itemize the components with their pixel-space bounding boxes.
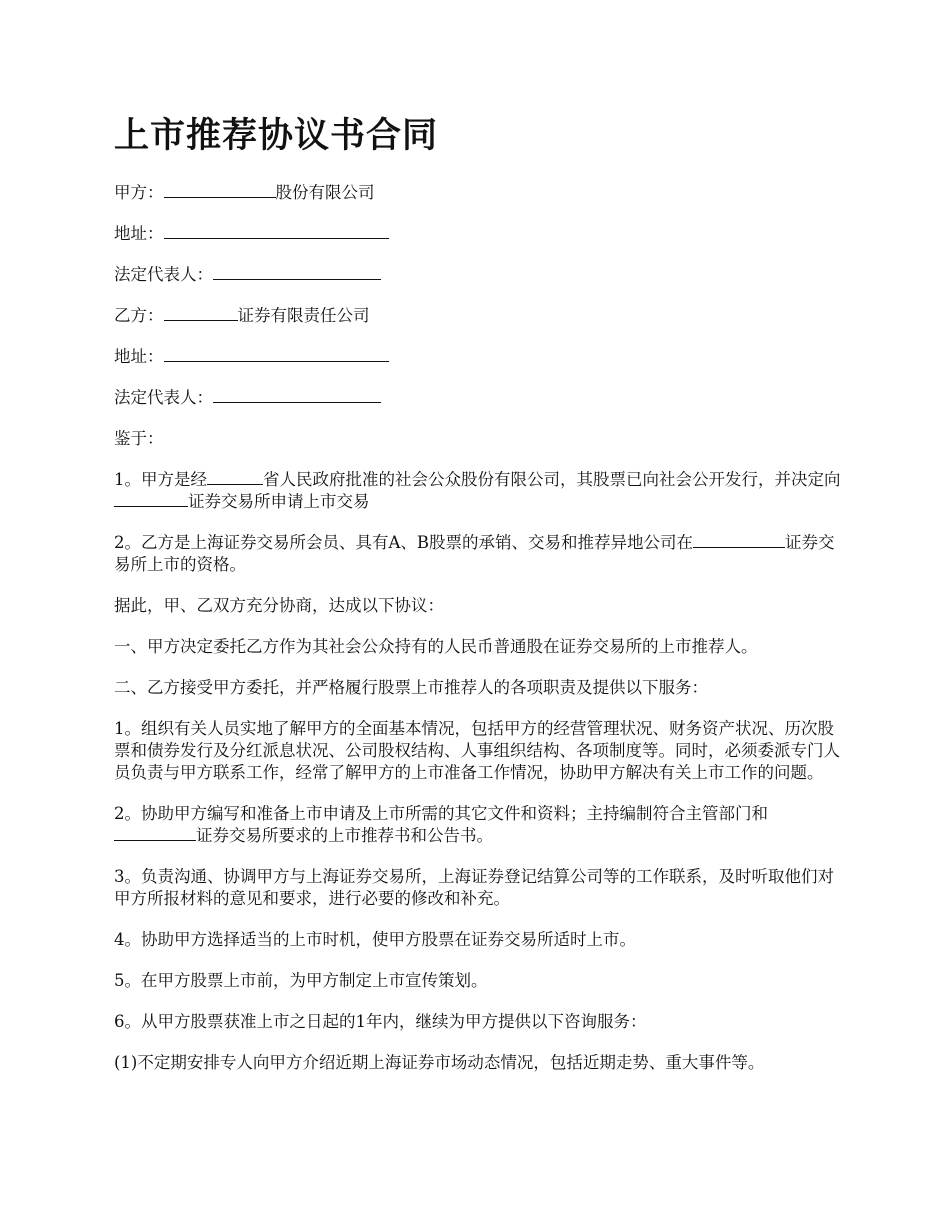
agreement-intro: 据此，甲、乙双方充分协商，达成以下协议： — [114, 596, 444, 615]
service-item-1: 1。组织有关人员实地了解甲方的全面基本情况，包括甲方的经营管理状况、财务资产状况、历次股票和债券发行及分红派息状况、公司股权结构、人事组织结构、各项制度等。同时，必须委派专门人员负责与甲方联系工作，经常了解甲方的上市准备工作情况，协助甲方解决有关上市工作的问题。 — [114, 719, 840, 782]
service-item-3: 3。负责沟通、协调甲方与上海证券交易所，上海证券登记结算公司等的工作联系，及时听取他们对甲方所报材料的意见和要求，进行必要的修改和补充。 — [114, 867, 834, 908]
party-b-rep-label: 法定代表人： — [114, 388, 213, 407]
consulting-sub-item-1: (1)不定期安排专人向甲方介绍近期上海证券市场动态情况，包括近期走势、重大事件等。 — [114, 1053, 765, 1072]
recital-1 — [114, 469, 844, 513]
party-b-address-blank — [164, 346, 389, 362]
party-b-rep-blank — [213, 387, 381, 403]
party-a-suffix: 股份有限公司 — [275, 183, 375, 202]
listing-exchange-blank — [693, 532, 785, 548]
service-item-2-part-1: 2。协助甲方编写和准备上市申请及上市所需的其它文件和资料；主持编制符合主管部门和 — [114, 804, 768, 823]
party-a-rep-line — [114, 264, 844, 286]
document-title: 上市推荐协议书合同 — [114, 116, 439, 156]
whereas-heading: 鉴于： — [114, 429, 164, 448]
exchange-name-blank — [114, 825, 196, 841]
document-page — [114, 110, 844, 1093]
recital-2-part-1: 2。乙方是上海证券交易所会员、具有A、B股票的承销、交易和推荐异地公司在 — [114, 533, 694, 552]
party-b-line — [114, 305, 844, 327]
recital-1-part-1: 1。甲方是经 — [114, 470, 207, 489]
party-a-address-label: 地址： — [114, 224, 164, 243]
party-a-rep-blank — [213, 264, 381, 280]
party-a-label: 甲方： — [114, 183, 164, 202]
exchange-blank — [114, 491, 188, 507]
recital-2-part-2: 证券交易所上市的资格。 — [114, 533, 835, 574]
party-b-rep-line — [114, 387, 844, 409]
party-a-rep-label: 法定代表人： — [114, 265, 213, 284]
province-blank — [207, 469, 263, 485]
service-item-5: 5。在甲方股票上市前，为甲方制定上市宣传策划。 — [114, 971, 488, 990]
recital-1-part-3: 证券交易所申请上市交易 — [188, 492, 370, 511]
party-b-address-line — [114, 346, 844, 368]
recital-1-part-2: 省人民政府批准的社会公众股份有限公司，其股票已向社会公开发行，并决定向 — [263, 470, 841, 489]
party-a-name-blank — [164, 182, 276, 198]
party-a-address-line — [114, 223, 844, 245]
clause-2: 二、乙方接受甲方委托，并严格履行股票上市推荐人的各项职责及提供以下服务： — [114, 678, 708, 697]
service-item-4: 4。协助甲方选择适当的上市时机，使甲方股票在证券交易所适时上市。 — [114, 930, 636, 949]
service-item-2 — [114, 803, 844, 847]
party-b-label: 乙方： — [114, 306, 164, 325]
party-b-suffix: 证券有限责任公司 — [237, 306, 370, 325]
recital-2 — [114, 532, 844, 576]
party-b-name-blank — [164, 305, 238, 321]
service-item-2-part-2: 证券交易所要求的上市推荐书和公告书。 — [196, 826, 493, 845]
clause-1: 一、甲方决定委托乙方作为其社会公众持有的人民币普通股在证券交易所的上市推荐人。 — [114, 637, 758, 656]
service-item-6: 6。从甲方股票获准上市之日起的1年内，继续为甲方提供以下咨询服务： — [114, 1012, 647, 1031]
party-a-line — [114, 182, 844, 204]
party-a-address-blank — [164, 223, 389, 239]
party-b-address-label: 地址： — [114, 347, 164, 366]
